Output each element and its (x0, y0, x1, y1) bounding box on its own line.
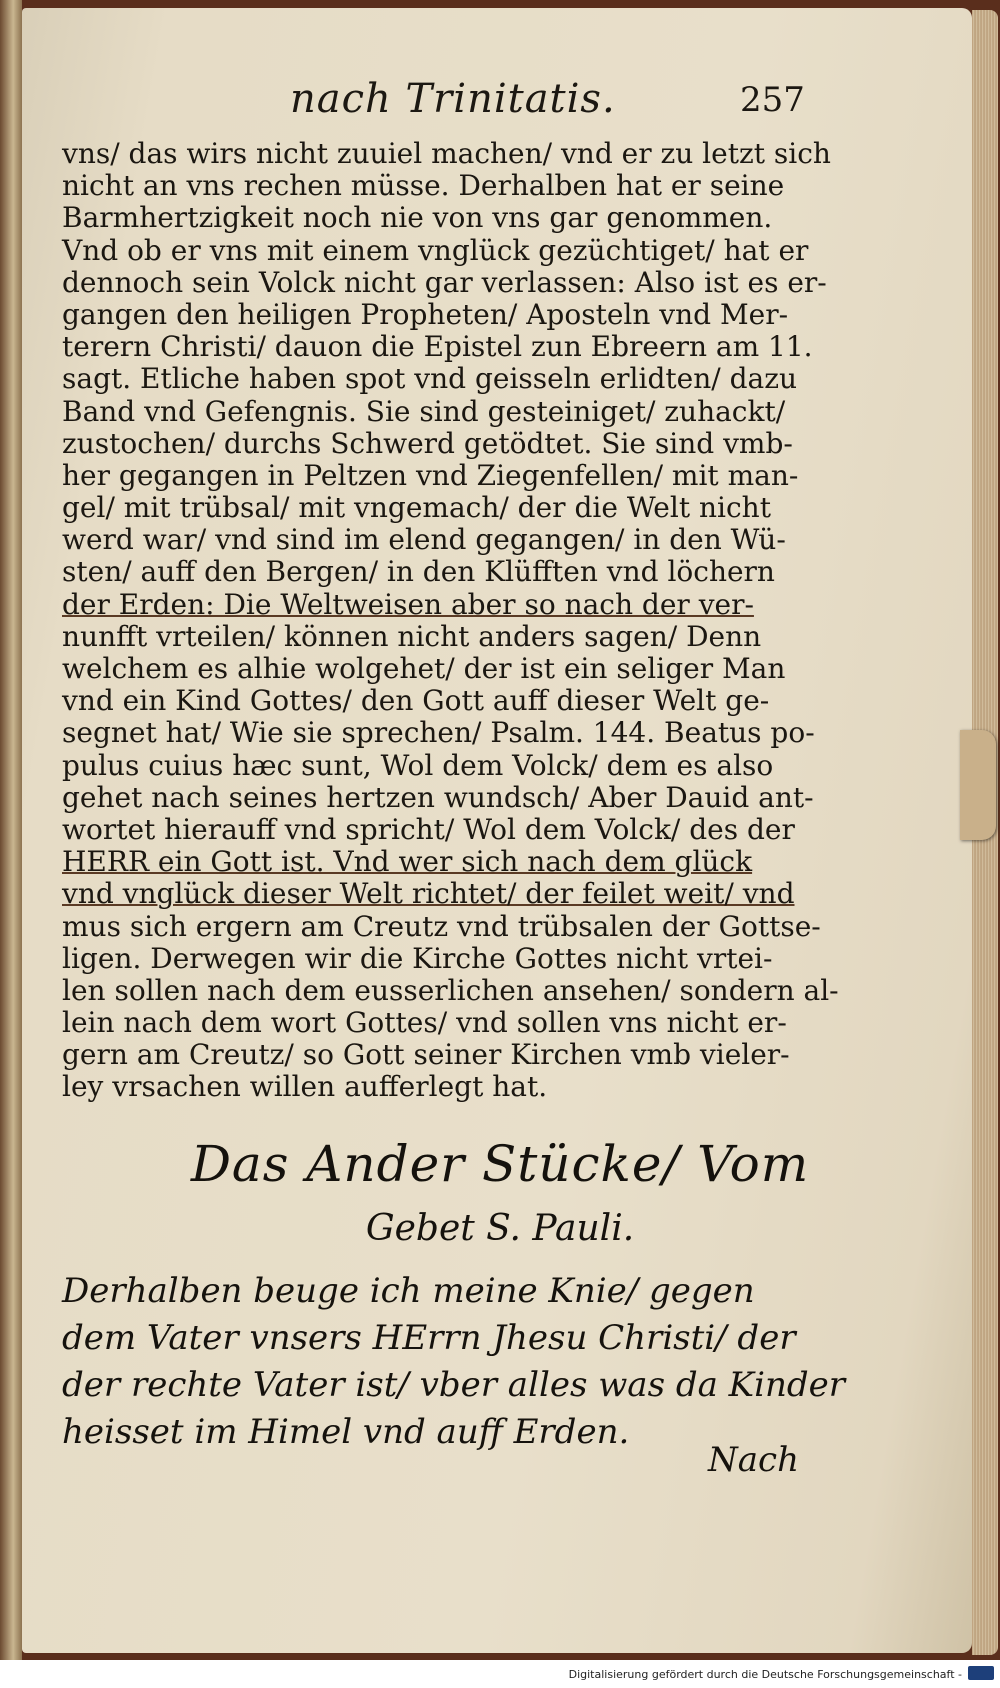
bookmark-tab (960, 730, 996, 840)
text-line: lein nach dem wort Gottes/ vnd sollen vns nicht er- (62, 1006, 787, 1040)
running-head: nach Trinitatis. (290, 76, 616, 122)
dfg-logo-icon (968, 1666, 994, 1680)
text-line: gehet nach seines hertzen wundsch/ Aber Dauid ant- (62, 780, 814, 814)
text-line: gern am Creutz/ so Gott seiner Kirchen vmb vieler- (62, 1038, 790, 1072)
text-line: wortet hierauff vnd spricht/ Wol dem Volck/ des der (62, 812, 795, 846)
text-line: ley vrsachen willen aufferlegt hat. (62, 1070, 548, 1104)
body-text (62, 137, 839, 1104)
text-line: Vnd ob er vns mit einem vnglück gezüchtiget/ hat er (62, 233, 809, 267)
text-line: her gegangen in Peltzen vnd Ziegenfellen/ mit man- (62, 458, 799, 492)
text-line: Band vnd Gefengnis. Sie sind gesteiniget/ zuhackt/ (62, 394, 786, 428)
text-line: gangen den heiligen Propheten/ Aposteln vnd Mer- (62, 297, 789, 331)
verse-line: heisset im Himel vnd auff Erden. (62, 1412, 630, 1452)
text-line: vnd ein Kind Gottes/ den Gott auff dieser Welt ge- (62, 684, 770, 718)
text-line: segnet hat/ Wie sie sprechen/ Psalm. 144. Beatus po- (62, 716, 815, 750)
text-line: werd war/ vnd sind im elend gegangen/ in den Wü- (62, 523, 786, 557)
page-number: 257 (740, 80, 805, 120)
text-line: sagt. Etliche haben spot vnd geisseln erlidten/ dazu (62, 362, 797, 396)
text-line-underlined: der Erden: Die Weltweisen aber so nach der ver- (62, 587, 754, 621)
text-line: Barmhertzigkeit noch nie von vns gar genommen. (62, 201, 773, 235)
previous-page-edge (0, 0, 22, 1660)
text-line: vns/ das wirs nicht zuuiel machen/ vnd er zu letzt sich (62, 137, 831, 170)
text-line: nunfft vrteilen/ können nicht anders sagen/ Denn (62, 619, 762, 653)
text-line: len sollen nach dem eusserlichen ansehen/ sondern al- (62, 973, 839, 1007)
catchword: Nach (708, 1440, 799, 1480)
verse-line: dem Vater vnsers HErrn Jhesu Christi/ der (62, 1318, 796, 1358)
funding-credit: Digitalisierung gefördert durch die Deutsche Forschungsgemeinschaft - (568, 1668, 962, 1681)
text-line: nicht an vns rechen müsse. Derhalben hat er seine (62, 169, 785, 203)
footer-bar (0, 1660, 1000, 1688)
text-line: zustochen/ durchs Schwerd getödtet. Sie sind vmb- (62, 426, 793, 460)
text-line: welchem es alhie wolgehet/ der ist ein seliger Man (62, 652, 786, 685)
text-line: sten/ auff den Bergen/ in den Klüfften vnd löchern (62, 555, 775, 589)
section-title: Das Ander Stücke/ Vom (190, 1135, 810, 1193)
text-line: terern Christi/ dauon die Epistel zun Ebreern am 11. (62, 330, 813, 364)
section-subtitle: Gebet S. Pauli. (365, 1208, 635, 1249)
text-line: gel/ mit trübsal/ mit vngemach/ der die Welt nicht (62, 491, 771, 525)
text-line: ligen. Derwegen wir die Kirche Gottes nicht vrtei- (62, 941, 773, 975)
verse-line: der rechte Vater ist/ vber alles was da Kinder (62, 1365, 845, 1405)
verse-line: Derhalben beuge ich meine Knie/ gegen (62, 1271, 755, 1311)
scripture-verse (62, 1268, 845, 1456)
text-line-underlined: HERR ein Gott ist. Vnd wer sich nach dem glück (62, 845, 753, 879)
text-line-underlined: vnd vnglück dieser Welt richtet/ der feilet weit/ vnd (62, 877, 795, 911)
text-line: dennoch sein Volck nicht gar verlassen: Also ist es er- (62, 265, 827, 299)
text-line: pulus cuius hæc sunt, Wol dem Volck/ dem es also (62, 748, 774, 782)
page-header (0, 76, 1000, 126)
text-line: mus sich ergern am Creutz vnd trübsalen der Gottse- (62, 909, 821, 943)
